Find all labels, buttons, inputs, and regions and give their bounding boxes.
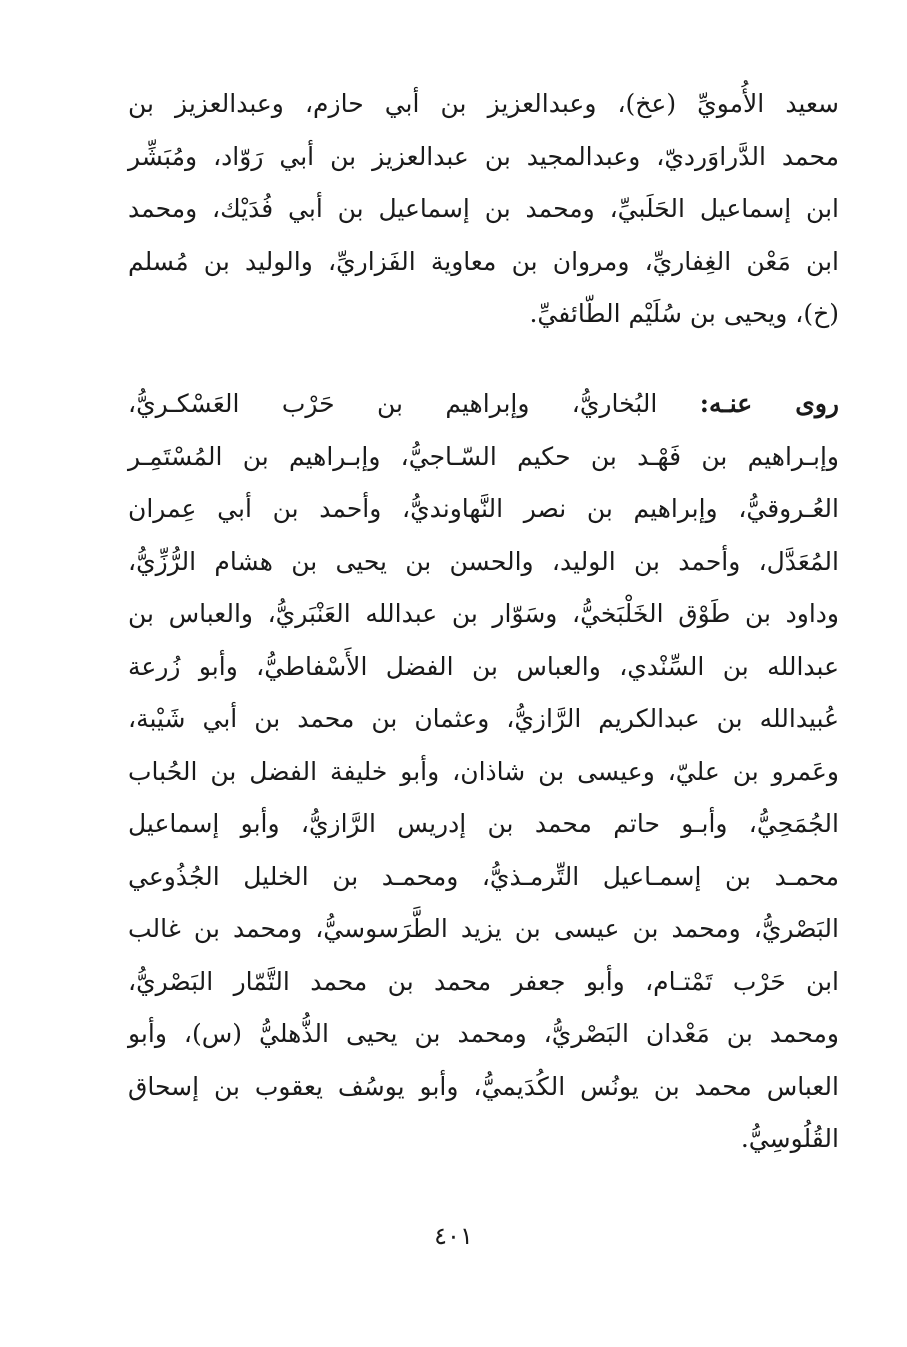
text-line: العباس محمد بن يونُس الكُدَيميُّ، وأبو يوسُف يعقوب بن إسحاق	[128, 1071, 839, 1101]
text-line: المُعَدَّل، وأحمد بن الوليد، والحسن بن يحيى بن هشام الرُّزِّيُّ،	[128, 546, 839, 576]
text-line: ابن حَرْب تَمْتـام، وأبو جعفر محمد بن محمد التَّمّار البَصْريُّ،	[128, 966, 839, 996]
text-line: ابن مَعْن الغِفاريِّ، ومروان بن معاوية الفَزاريِّ، والوليد بن مُسلم	[128, 246, 839, 276]
text-line: وإبـراهيم بن فَهْـد بن حكيم السّـاجيُّ، وإبـراهيم بن المُسْتَمِـر	[128, 441, 839, 471]
text-line: عبدالله بن السِّنْدي، والعباس بن الفضل الأَسْفاطيُّ، وأبو زُرعة	[128, 651, 839, 681]
paragraph-teachers	[128, 78, 839, 341]
text-line: القُلُوسِيُّ.	[740, 1124, 839, 1153]
text-line: ومحمد بن مَعْدان البَصْريُّ، ومحمد بن يحيى الذُّهليُّ (س)، وأبو	[128, 1019, 839, 1048]
text-line: ابن إسماعيل الحَلَبيِّ، ومحمد بن إسماعيل بن أبي فُدَيْك، ومحمد	[128, 194, 839, 223]
text-line: عُبيدالله بن عبدالكريم الرَّازيُّ، وعثمان بن محمد بن أبي شَيْبة،	[128, 704, 839, 733]
paragraph-narrated-from-him	[128, 378, 839, 1166]
text-line-first	[128, 378, 839, 431]
text-line: وعَمرو بن عليّ، وعيسى بن شاذان، وأبو خليفة الفضل بن الحُباب	[128, 756, 839, 786]
text-line: العُـروقيُّ، وإبراهيم بن نصر النَّهاونديُّ، وأحمد بن أبي عِمران	[128, 494, 839, 523]
text-line: سعيد الأُمويِّ (عخ)، وعبدالعزيز بن أبي حازم، وعبدالعزيز بن	[128, 89, 839, 118]
text-line: محمد الدَّراوَرديّ، وعبدالمجيد بن عبدالعزيز بن أبي رَوّاد، ومُبَشِّر	[128, 141, 839, 171]
text-line: محمـد بن إسمـاعيل التِّرمـذيُّ، ومحمـد بن الخليل الجُذُوعي	[128, 861, 839, 891]
text-line: (خ)، ويحيى بن سُلَيْم الطّائفيِّ.	[529, 299, 839, 328]
section-label: روى عنـه:	[699, 389, 840, 418]
text-line: الجُمَحِيُّ، وأبـو حاتم محمد بن إدريس الرَّازيُّ، وأبو إسماعيل	[128, 809, 839, 838]
text-line: البُخاريُّ، وإبراهيم بن حَرْب العَسْكـريُّ،	[128, 389, 658, 418]
text-line: وداود بن طَوْق الخَلْبَخيُّ، وسَوّار بن عبدالله العَنْبَريُّ، والعباس بن	[128, 599, 839, 628]
page-number: ٤٠١	[434, 1222, 473, 1250]
text-line: البَصْريُّ، ومحمد بن عيسى بن يزيد الطَّرَسوسيُّ، ومحمد بن غالب	[128, 914, 839, 943]
